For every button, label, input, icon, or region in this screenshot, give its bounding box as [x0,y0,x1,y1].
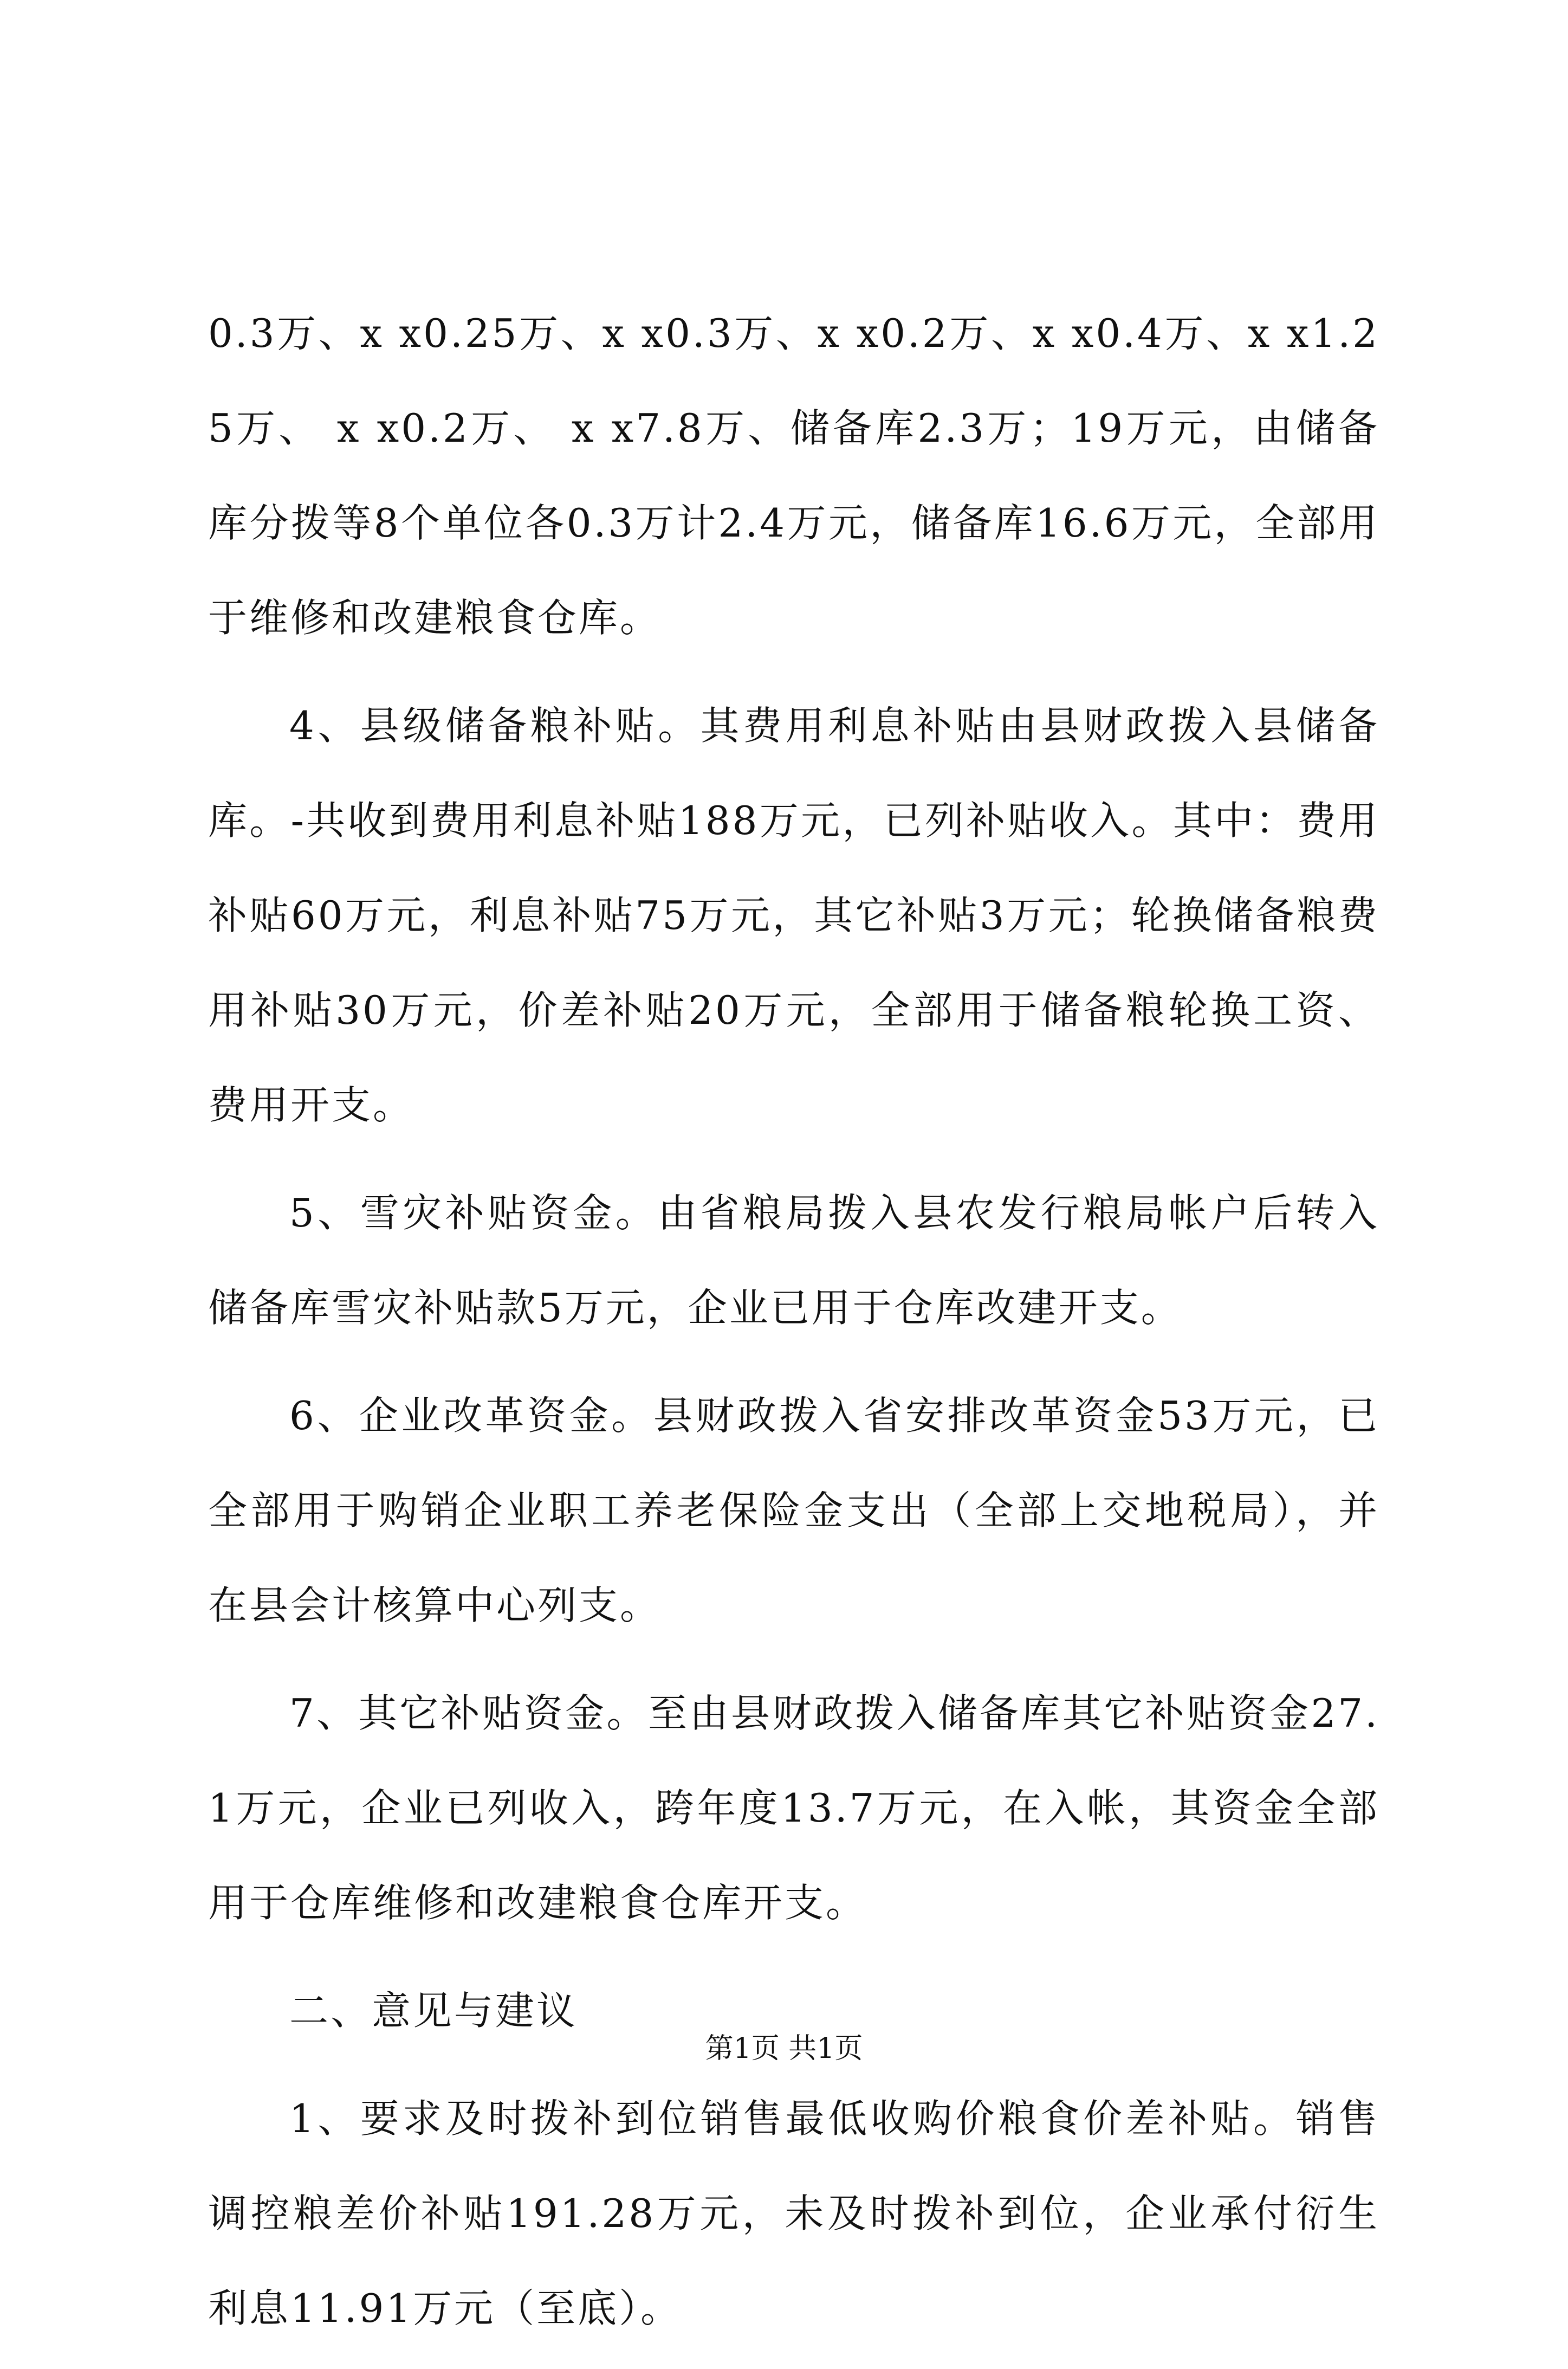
paragraph-item-4-reserve-grain-subsidy: 4、县级储备粮补贴。其费用利息补贴由县财政拨入县储备库。-共收到费用利息补贴188万元，已列补贴收入。其中：费用补贴60万元，利息补贴75万元，其它补贴3万元；轮换储备粮费用补贴30万元，价差补贴20万元，全部用于储备粮轮换工资、费用开支。 [208,703,1379,1128]
page-footer [0,2027,1568,2070]
paragraph-item-7-other-subsidy-funds: 7、其它补贴资金。至由县财政拨入储备库其它补贴资金27.1万元，企业已列收入，跨年度13.7万元，在入帐，其资金全部用于仓库维修和改建粮食仓库开支。 [208,1690,1379,1926]
paragraph-item-6-enterprise-reform-funds: 6、企业改革资金。县财政拨入省安排改革资金53万元，已全部用于购销企业职工养老保险金支出（全部上交地税局），并在县会计核算中心列支。 [208,1393,1379,1628]
paragraph-continuation: 0.3万、x x0.25万、x x0.3万、x x0.2万、x x0.4万、x x1.25万、 x x0.2万、 x x7.8万、储备库2.3万；19万元，由储备库分拨等8个单位各0.3万计2.4万元，储备库16.6万元，全部用于维修和改建粮食仓库。 [208,311,1379,641]
paragraph-item-5-snow-disaster-subsidy: 5、雪灾补贴资金。由省粮局拨入县农发行粮局帐户后转入储备库雪灾补贴款5万元，企业已用于仓库改建开支。 [208,1190,1379,1331]
paragraph-suggestion-1: 1、要求及时拨补到位销售最低收购价粮食价差补贴。销售调控粮差价补贴191.28万元，未及时拨补到位，企业承付衍生利息11.91万元（至底）。 [208,2096,1379,2331]
section-heading-opinions-suggestions: 二、意见与建议 [289,1988,578,2034]
page-number-label: 第1页 共1页 [705,2032,863,2065]
